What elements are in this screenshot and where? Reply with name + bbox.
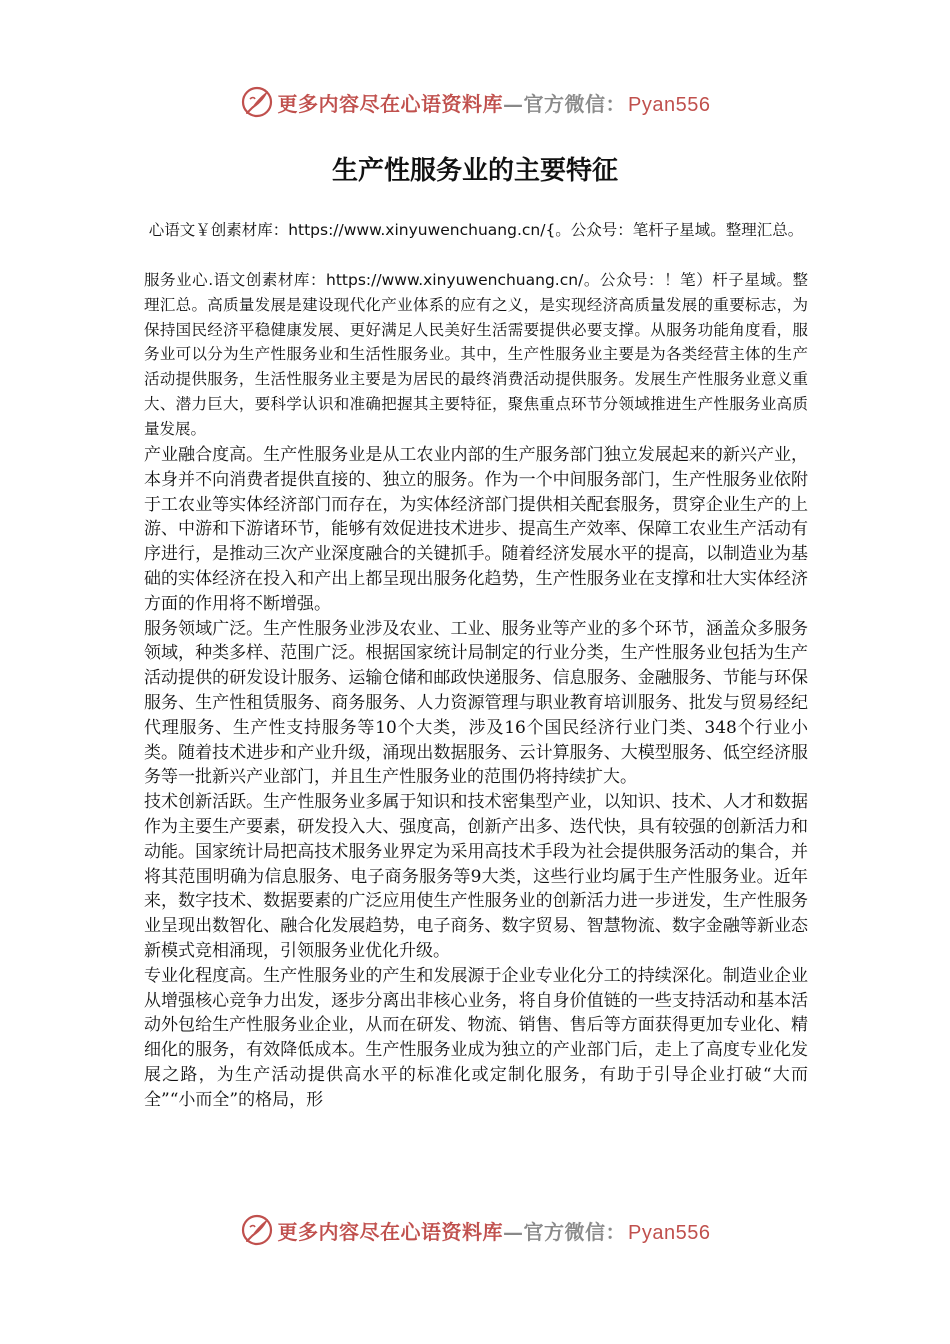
- paragraph-service-fields: 服务领域广泛。生产性服务业涉及农业、工业、服务业等产业的多个环节，涵盖众多服务领域，种类多样、范围广泛。根据国家统计局制定的行业分类，生产性服务业包括为生产活动提供的研发设计服务、运输仓储和邮政快递服务、信息服务、金融服务、节能与环保服务、生产性租赁服务、商务服务、人力资源管理与职业教育培训服务、批发与贸易经纪代理服务、生产性支持服务等10个大类，涉及16个国民经济行业门类、348个行业小类。随着技术进步和产业升级，涌现出数据服务、云计算服务、大模型服务、低空经济服务等一批新兴产业部门，并且生产性服务业的范围仍将持续扩大。: [144, 618, 808, 788]
- intro-section: [144, 268, 808, 442]
- intro-paragraph: 服务业心.语文创素材库：https://www.xinyuwenchuang.cn/。公众号：！笔）杆子星域。整理汇总。高质量发展是建设现代化产业体系的应有之义，是实现经济高质量发展的重要标志，为保持国民经济平稳健康发展、更好满足人民美好生活需要提供必要支撑。从服务功能角度看，服务业可以分为生产性服务业和生活性服务业。其中，生产性服务业主要是为各类经营主体的生产活动提供服务，生活性服务业主要是为居民的最终消费活动提供服务。发展生产性服务业意义重大、潜力巨大，要科学认识和准确把握其主要特征，聚焦重点环节分领域推进生产性服务业高质量发展。: [144, 271, 808, 438]
- banner-wechat-id: Pyan556: [628, 1221, 711, 1244]
- banner-dash: —: [503, 91, 524, 116]
- paragraph-specialization: 专业化程度高。生产性服务业的产生和发展源于企业专业化分工的持续深化。制造业企业从增强核心竞争力出发，逐步分离出非核心业务，将自身价值链的一些支持活动和基本活动外包给生产性服务业企业，从而在研发、物流、销售、售后等方面获得更加专业化、精细化的服务，有效降低成本。生产性服务业成为独立的产业部门后，走上了高度专业化发展之路，为生产活动提供高水平的标准化或定制化服务，有助于引导企业打破“大而全”“小而全”的格局，形: [144, 965, 808, 1110]
- source-line: 心语文￥创素材库：https://www.xinyuwenchuang.cn/{。公众号：笔杆子星域。整理汇总。: [148, 221, 804, 239]
- footer-banner: [0, 1210, 950, 1250]
- paragraph-industry-integration: 产业融合度高。生产性服务业是从工农业内部的生产服务部门独立发展起来的新兴产业，本身并不向消费者提供直接的、独立的服务。作为一个中间服务部门，生产性服务业依附于工农业等实体经济部门而存在，为实体经济部门提供相关配套服务，贯穿企业生产的上游、中游和下游诸环节，能够有效促进技术进步、提高生产效率、保障工农业生产活动有序进行，是推动三次产业深度融合的关键抓手。随着经济发展水平的提高，以制造业为基础的实体经济在投入和产出上都呈现出服务化趋势，生产性服务业在支撑和壮大实体经济方面的作用将不断增强。: [144, 445, 808, 614]
- banner-wechat-id: Pyan556: [628, 93, 711, 116]
- banner-wechat-label: 官方微信：: [523, 91, 627, 116]
- header-banner: [0, 82, 950, 122]
- banner-site-name: 更多内容尽在心语资料库: [277, 91, 504, 116]
- banner-text: [278, 1216, 711, 1245]
- banner-site-name: 更多内容尽在心语资料库: [277, 1219, 504, 1244]
- paragraph-tech-innovation: 技术创新活跃。生产性服务业多属于知识和技术密集型产业，以知识、技术、人才和数据作为主要生产要素，研发投入大、强度高，创新产出多、迭代快，具有较强的创新活力和动能。国家统计局把高技术服务业界定为采用高技术手段为社会提供服务活动的集合，并将其范围明确为信息服务、电子商务服务等9大类，这些行业均属于生产性服务业。近年来，数字技术、数据要素的广泛应用使生产性服务业的创新活力进一步迸发，生产性服务业呈现出数智化、融合化发展趋势，电子商务、数字贸易、智慧物流、数字金融等新业态新模式竞相涌现，引领服务业优化升级。: [144, 792, 808, 961]
- quill-logo-icon: [240, 1213, 274, 1247]
- banner-text: [278, 88, 711, 117]
- banner-dash: —: [503, 1219, 524, 1244]
- banner-wechat-label: 官方微信：: [523, 1219, 627, 1244]
- article-body: [144, 443, 808, 1113]
- page-title: 生产性服务业的主要特征: [331, 156, 618, 186]
- quill-logo-icon: [240, 85, 274, 119]
